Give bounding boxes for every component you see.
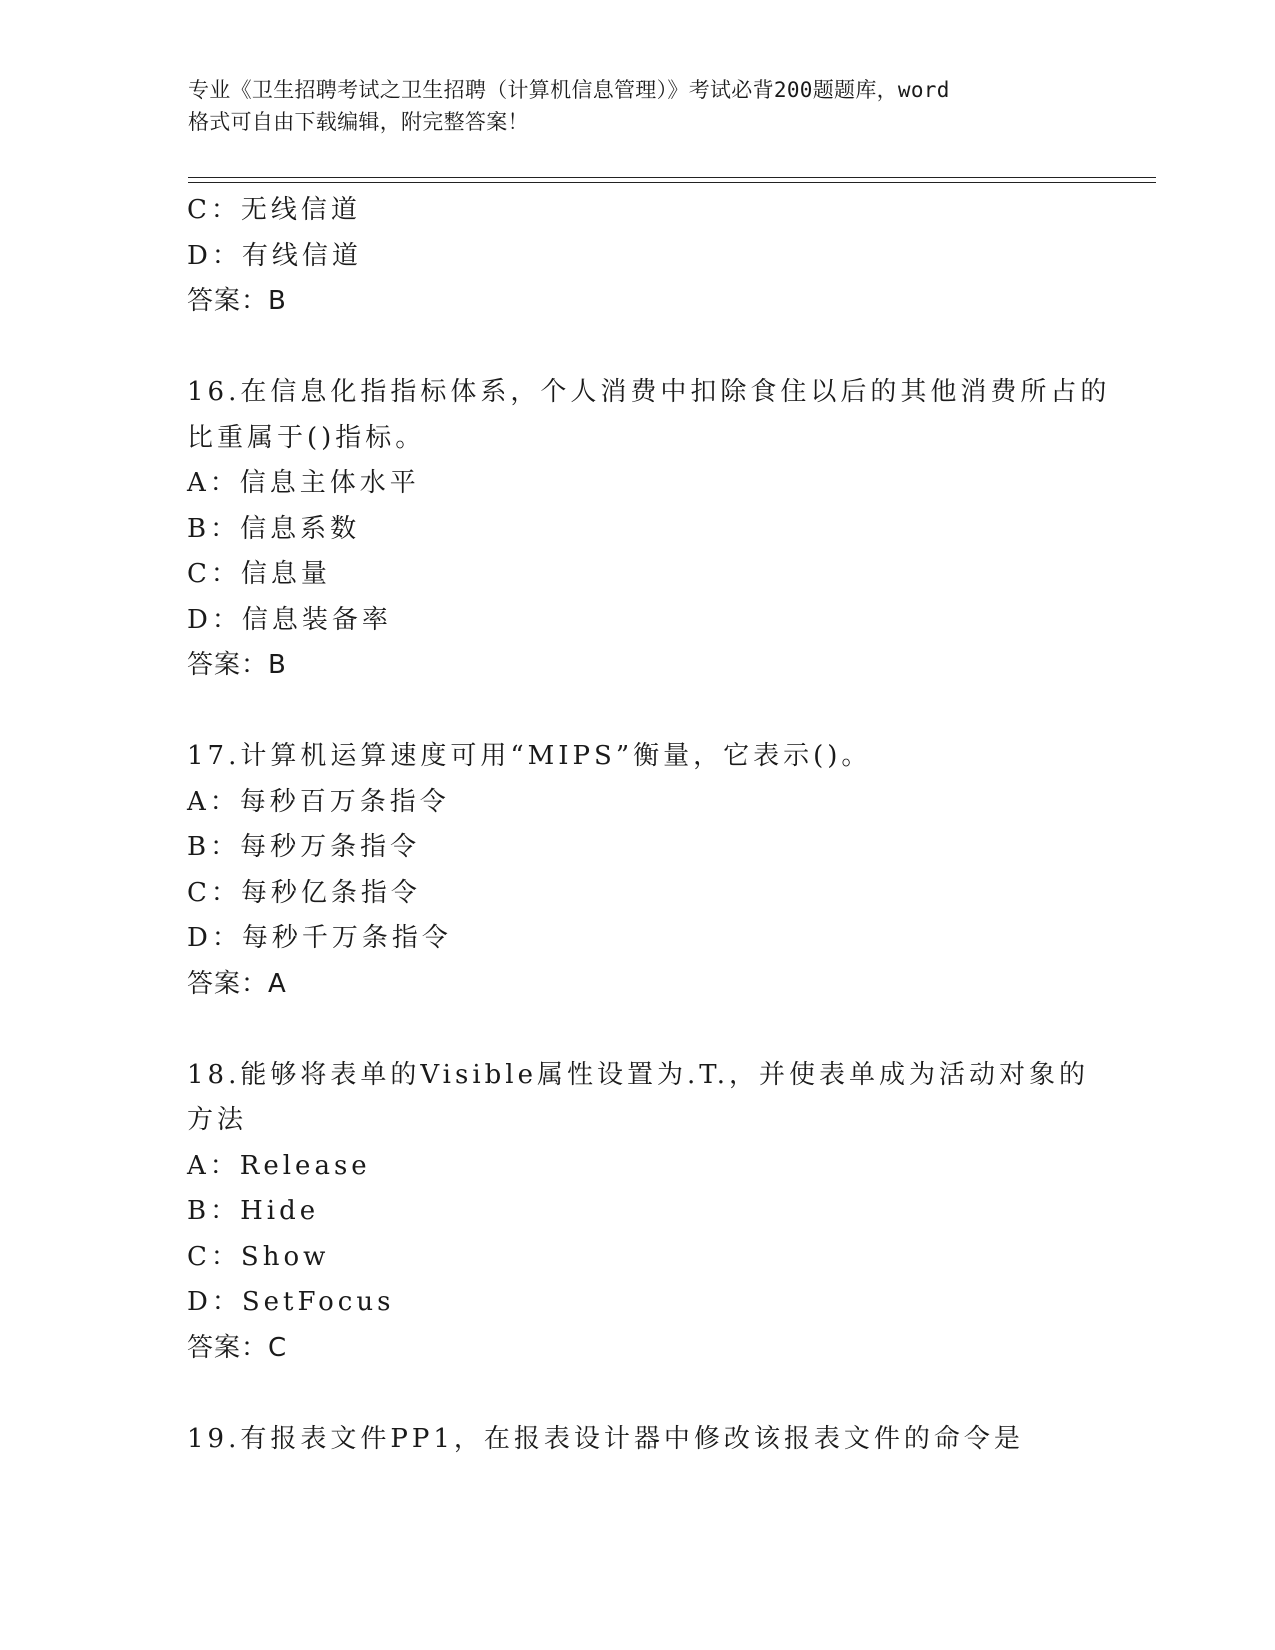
option-c: C：无线信道 (187, 195, 361, 225)
question-19 (187, 1417, 1087, 1463)
answer-line: 答案：A (187, 968, 287, 999)
spacer (187, 1371, 1087, 1417)
option-c: C：信息量 (187, 559, 331, 589)
question-18 (187, 1053, 1090, 1372)
option-c: C：每秒亿条指令 (187, 877, 421, 908)
spacer (187, 1007, 1087, 1053)
spacer (187, 325, 1087, 371)
option-d: D：每秒千万条指令 (187, 923, 452, 953)
option-d: D：SetFocus (187, 1287, 395, 1317)
question-stem: 17.计算机运算速度可用“MIPS”衡量，它表示()。 (187, 741, 872, 771)
option-a: A：Release (187, 1150, 371, 1181)
answer-line: 答案：B (187, 286, 287, 316)
option-d: D：有线信道 (187, 240, 362, 271)
question-16 (187, 370, 1111, 689)
option-b: B：每秒万条指令 (187, 832, 421, 862)
previous-question-tail (187, 188, 1087, 325)
spacer (187, 689, 1087, 735)
question-stem: 18.能够将表单的Visible属性设置为.T.，并使表单成为活动对象的 (187, 1059, 1090, 1090)
option-a: A：每秒百万条指令 (187, 786, 450, 817)
option-c: C：Show (187, 1241, 330, 1272)
question-stem: 16.在信息化指指标体系，个人消费中扣除食住以后的其他消费所占的 (187, 377, 1111, 407)
question-stem: 比重属于()指标。 (187, 422, 426, 453)
question-stem: 方法 (187, 1105, 248, 1135)
option-b: B：Hide (187, 1196, 320, 1226)
document-header (188, 74, 1088, 138)
header-line-2: 格式可自由下载编辑，附完整答案！ (188, 110, 529, 134)
option-a: A：信息主体水平 (187, 468, 420, 498)
option-d: D：信息装备率 (187, 604, 392, 635)
option-b: B：信息系数 (187, 513, 361, 544)
question-17 (187, 734, 1087, 1007)
header-rule-top (188, 177, 1156, 178)
answer-line: 答案：B (187, 650, 287, 680)
question-stem: 19.有报表文件PP1，在报表设计器中修改该报表文件的命令是 (187, 1423, 1024, 1454)
question-list (187, 188, 1111, 1462)
answer-line: 答案：C (187, 1332, 288, 1363)
header-line-1: 专业《卫生招聘考试之卫生招聘（计算机信息管理）》考试必背200题题库，word (188, 78, 950, 102)
header-rule-bottom (188, 182, 1156, 183)
